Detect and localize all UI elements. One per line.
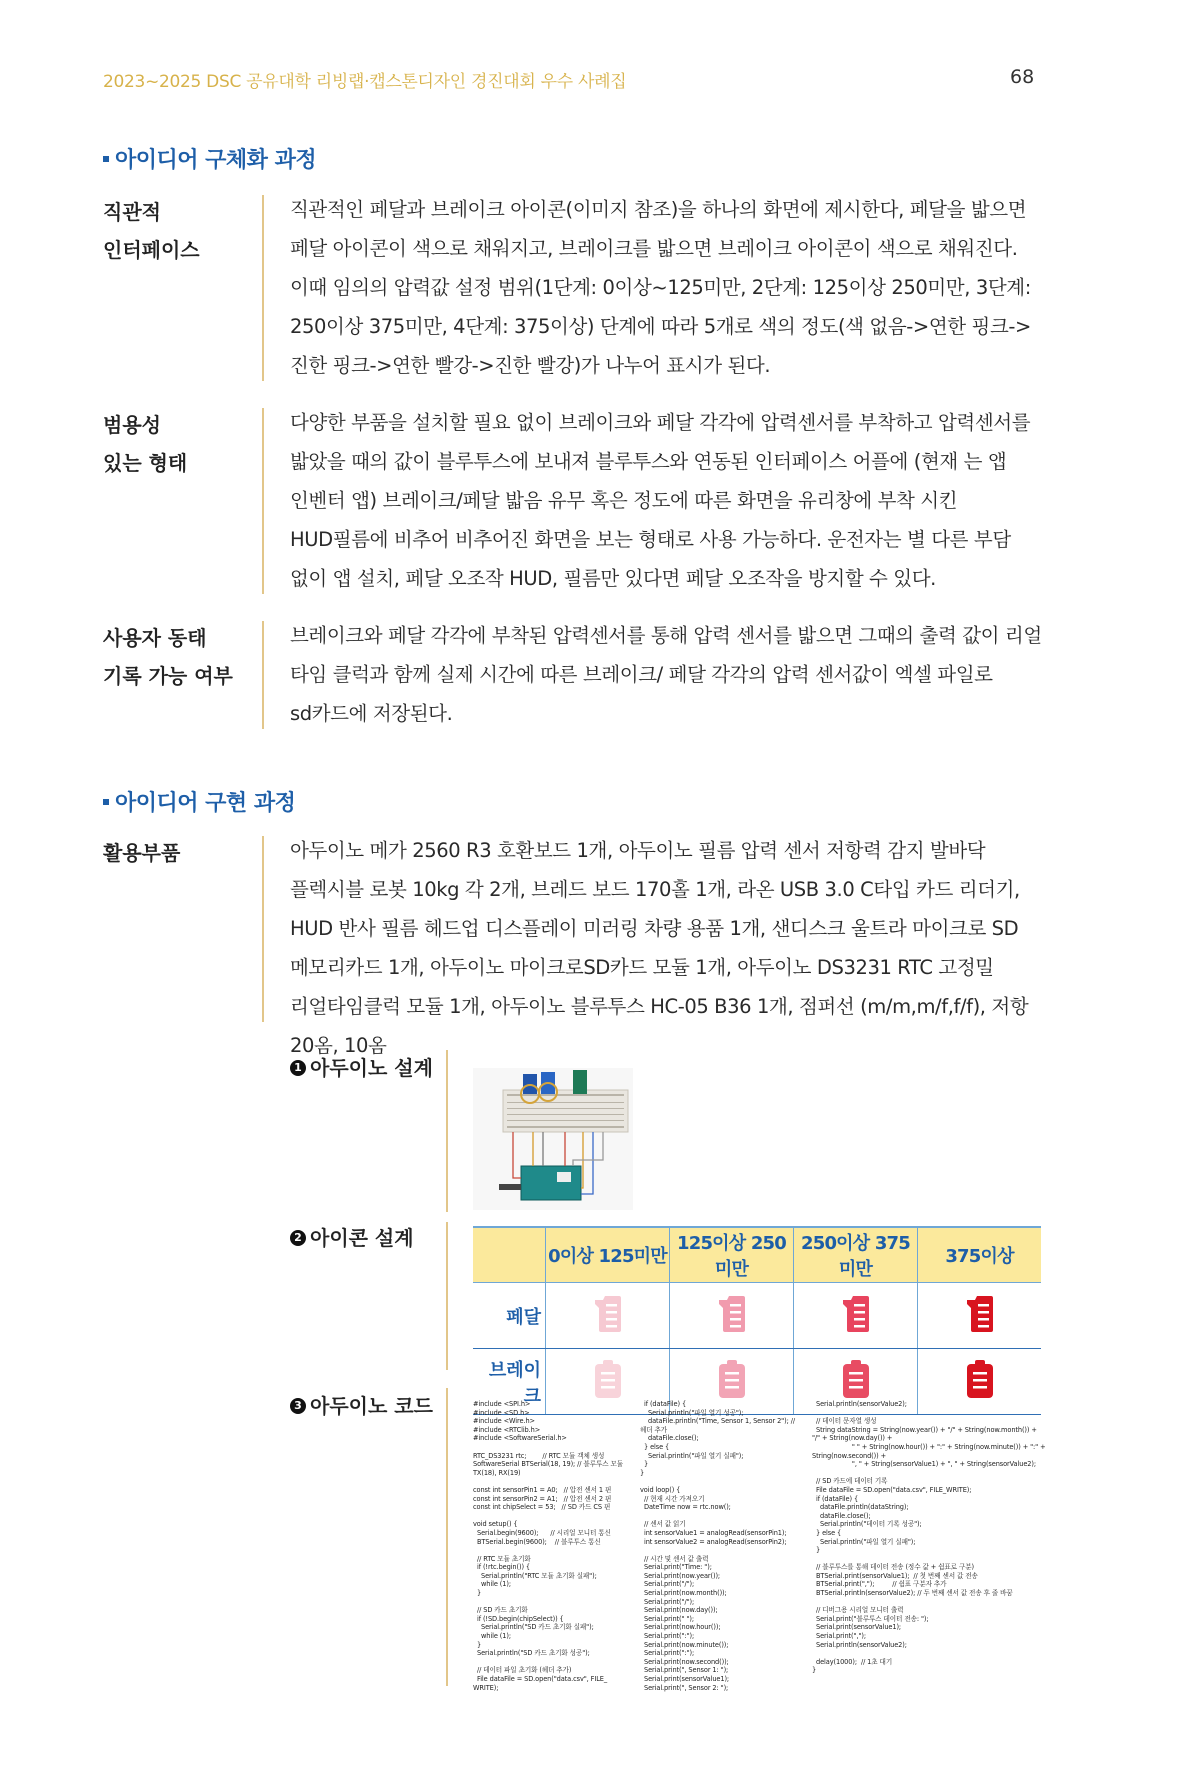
row-label-intuitive-interface: 직관적 인터페이스 [103, 200, 200, 262]
bullet-square-icon [103, 156, 109, 162]
parts-list: 아두이노 메가 2560 R3 호환보드 1개, 아두이노 필름 압력 센서 저항력 감지 발바닥 플렉시블 로봇 10kg 각 2개, 브레드 보드 170홀 1개, 라온 USB 3.0 C타입 카드 리더기, HUD 반사 필름 헤드업 디스플레이 미러링 차량 용품 1개, 샌디스크 울트라 마이크로 SD 메모리카드 1개, 아두이노 마이크로SD카드 모듈 1개, 아두이노 DS3231 RTC 고정밀 리얼타임클럭 모듈 1개, 아두이노 블루투스 HC-05 B36 1개, 점퍼선 (m/m,m/f,f/f), 저항 20옴, 10옴 [290, 839, 1029, 1057]
divider-line [262, 621, 264, 729]
divider-line [446, 1222, 448, 1370]
step-arduino-design [290, 1052, 433, 1081]
step-number-badge: 2 [290, 1230, 306, 1246]
step-title: 아두이노 설계 [310, 1056, 433, 1080]
code-column-1: #include <SPI.h> #include <SD.h> #include <Wire.h> #include <RTClib.h> #include <SoftwareSerial.h> RTC_DS3231 rtc; // RTC 모듈 객체 생성 SoftwareSerial BTSerial(18, 19); // 블루투스 모듈 TX(18), RX(19) const int sensorPin1 = A0; // 압전 센서 1 핀 const int sensorPin2 = A1; // 압전 센서 2 핀 const int chipSelect = 53; // SD 카드 CS 핀 void setup() { Serial.begin(9600); // 시리얼 모니터 통신 BTSerial.begin(9600); // 블루투스 통신 // RTC 모듈 초기화 if (!rtc.begin()) { Serial.println("RTC 모듈 초기화 실패"); while (1); } // SD 카드 초기화 if (!SD.begin(chipSelect)) { Serial.println("SD 카드 초기화 실패"); while (1); } Serial.println("SD 카드 초기화 성공"); // 데이터 파일 초기화 (헤더 추가) File dataFile = SD.open("data.csv", FILE_ WRITE); [473, 1400, 624, 1692]
code-column-2: if (dataFile) { Serial.println("파일 열기 성공"); dataFile.println("Time, Sensor 1, Sensor 2"); // 헤더 추가 dataFile.close(); } else { Serial.println("파일 열기 실패"); } } void loop() { // 현재 시간 가져오기 DateTime now = rtc.now(); // 센서 값 읽기 int sensorValue1 = analogRead(sensorPin1); int sensorValue2 = analogRead(sensorPin2); // 시간 및 센서 값 출력 Serial.print("Time: "); Serial.print(now.year()); Serial.print("/"); Serial.print(now.month()); Serial.print("/"); Serial.print(now.day()); Serial.print(" "); Serial.print(now.hour()); Serial.print(":"); Serial.print(now.minute()); Serial.print(":"); Serial.print(now.second()); Serial.print(", Sensor 1: "); Serial.print(sensorValue1); Serial.print(", Sensor 2: "); [640, 1400, 795, 1692]
header-cell: 125이상 250미만 [670, 1227, 794, 1283]
pedal-icon-stage-2 [670, 1283, 794, 1349]
header-cell: 375이상 [918, 1227, 1042, 1283]
divider-line [262, 836, 264, 1022]
divider-line [262, 408, 264, 594]
section-title-idea-refinement: 아이디어 구체화 과정 [103, 143, 316, 174]
header-cell: 250이상 375미만 [794, 1227, 918, 1283]
step-title: 아이콘 설계 [310, 1226, 414, 1250]
page-number: 68 [1010, 66, 1035, 88]
arduino-wiring-diagram [473, 1068, 633, 1210]
divider-line [446, 1388, 448, 1686]
step-arduino-code [290, 1390, 433, 1419]
bullet-square-icon [103, 799, 109, 805]
pedal-icon-stage-1 [546, 1283, 670, 1349]
section-title-idea-implementation: 아이디어 구현 과정 [103, 786, 295, 817]
row-label-user-logging: 사용자 동태 기록 가능 여부 [103, 626, 233, 688]
step-title: 아두이노 코드 [310, 1394, 433, 1418]
row-body-intuitive-interface [290, 190, 1050, 385]
divider-line [262, 195, 264, 381]
table-row-pedal [473, 1283, 1041, 1349]
step-icon-design [290, 1222, 414, 1251]
paragraph: 이때 임의의 압력값 설정 범위(1단계: 0이상~125미만, 2단계: 125이상 250미만, 3단계: 250이상 375미만, 4단계: 375이상) 단계에 따라 5개로 색의 정도(색 없음->연한 핑크->진한 핑크->연한 빨강->진한 빨강)가 나누어 표시가 된다. [290, 276, 1031, 377]
icon-stage-table [473, 1226, 1041, 1415]
row-label: 브레이크 [473, 1349, 546, 1415]
code-column-3: Serial.println(sensorValue2); // 데이터 문자열 생성 String dataString = String(now.year()) + "/" + String(now.month()) + "/" + String(now.day()) + " " + String(now.hour()) + ":" + String(now.minute()) + ":" + String(now.second()) + ", " + String(sensorValue1) + ", " + String(sensorValue2); // SD 카드에 데이터 기록 File dataFile = SD.open("data.csv", FILE_WRITE); if (dataFile) { dataFile.println(dataString); dataFile.close(); Serial.println("데이터 기록 성공"); } else { Serial.println("파일 열기 실패"); } // 블루투스를 통해 데이터 전송 (정수 값 + 쉼표로 구분) BTSerial.print(sensorValue1); // 첫 번째 센서 값 전송 BTSerial.print(","); // 쉼표 구분자 추가 BTSerial.println(sensorValue2); // 두 번째 센서 값 전송 후 줄 바꿈 // 디버그용 시리얼 모니터 출력 Serial.print("블루투스 데이터 전송: "); Serial.print(sensorValue1); Serial.print(","); Serial.println(sensorValue2); delay(1000); // 1초 대기 } [812, 1400, 1046, 1675]
step-number-badge: 3 [290, 1398, 306, 1414]
table-header-row [473, 1227, 1041, 1283]
row-body-versatility [290, 403, 1050, 598]
row-label-parts: 활용부품 [103, 841, 181, 865]
header-cell-blank [473, 1227, 546, 1283]
row-body-user-logging [290, 616, 1050, 733]
paragraph: 직관적인 페달과 브레이크 아이콘(이미지 참조)을 하나의 화면에 제시한다, 페달을 밟으면 페달 아이콘이 색으로 채워지고, 브레이크를 밟으면 브레이크 아이콘이 색으로 채워진다. [290, 198, 1027, 260]
row-label: 페달 [473, 1283, 546, 1349]
divider-line [446, 1050, 448, 1212]
pedal-icon-stage-3 [794, 1283, 918, 1349]
running-header: 2023~2025 DSC 공유대학 리빙랩·캡스톤디자인 경진대회 우수 사례집 [103, 72, 627, 92]
row-label-versatility: 범용성 있는 형태 [103, 413, 188, 475]
step-number-badge: 1 [290, 1060, 306, 1076]
header-cell: 0이상 125미만 [546, 1227, 670, 1283]
paragraph: 다양한 부품을 설치할 필요 없이 브레이크와 페달 각각에 압력센서를 부착하고 압력센서를 밟았을 때의 값이 블루투스에 보내져 블루투스와 연동된 인터페이스 어플에 (현재 는 앱 인벤터 앱) 브레이크/페달 밟음 유무 혹은 정도에 따른 화면을 유리창에 부착 시킨 HUD필름에 비추어 비추어진 화면을 보는 형태로 사용 가능하다. 운전자는 별 다른 부담 없이 앱 설치, 페달 오조작 HUD, 필름만 있다면 페달 오조작을 방지할 수 있다. [290, 411, 1031, 590]
paragraph: 브레이크와 페달 각각에 부착된 압력센서를 통해 압력 센서를 밟으면 그때의 출력 값이 리얼 타임 클럭과 함께 실제 시간에 따른 브레이크/ 페달 각각의 압력 센서값이 엑셀 파일로 sd카드에 저장된다. [290, 624, 1042, 725]
pedal-icon-stage-4 [918, 1283, 1042, 1349]
